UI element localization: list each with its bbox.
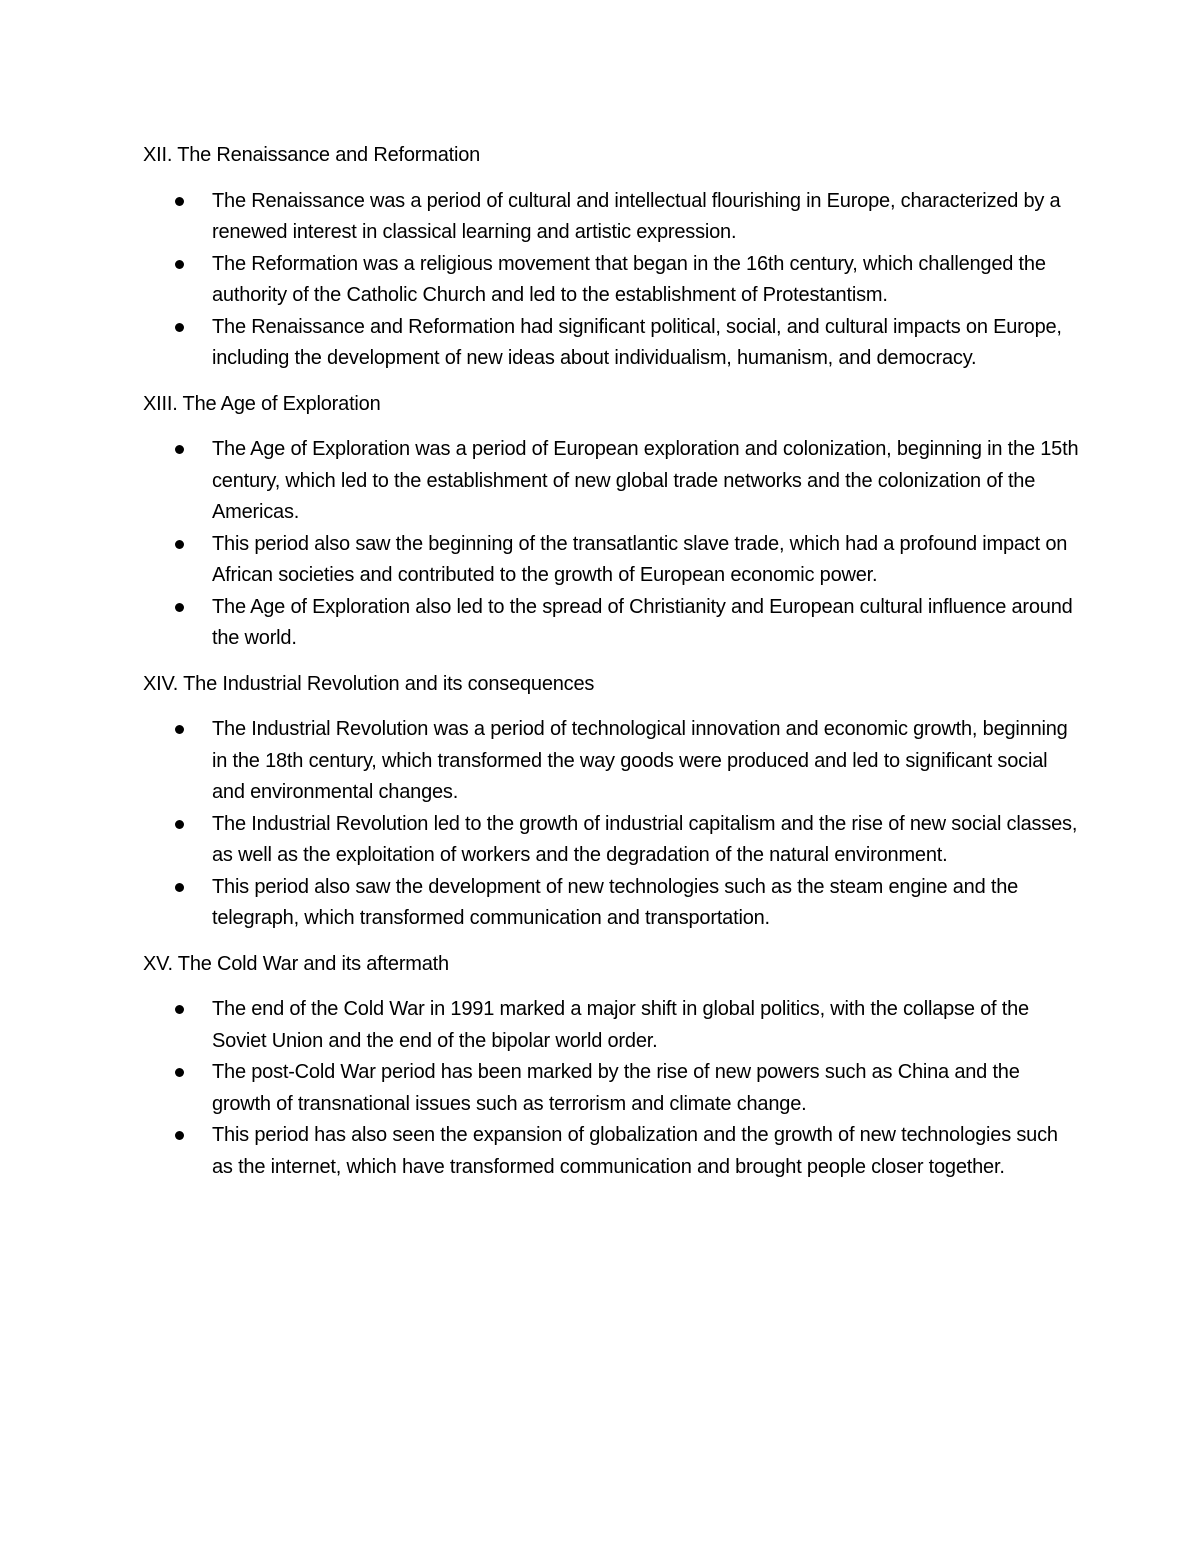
list-item	[143, 1120, 1083, 1183]
bullet-icon	[175, 883, 184, 892]
list-item-text: This period also saw the development of new technologies such as the steam engine and the telegraph, which transformed communication and transportation.	[212, 875, 1019, 929]
list-item-text: The Reformation was a religious movement that began in the 16th century, which challenged the authority of the Catholic Church and led to the establishment of Protestantism.	[212, 252, 1046, 306]
bullet-icon	[175, 603, 184, 612]
bullet-icon	[175, 1005, 184, 1014]
list-item-text: The Industrial Revolution led to the growth of industrial capitalism and the rise of new social classes, as well as the exploitation of workers and the degradation of the natural environment.	[212, 812, 1078, 866]
document-content	[143, 140, 1083, 1197]
list-item	[143, 809, 1083, 872]
list-item	[143, 312, 1083, 375]
bullet-icon	[175, 323, 184, 332]
bullet-icon	[175, 540, 184, 549]
list-item-text: This period has also seen the expansion of globalization and the growth of new technologies such as the internet, which have transformed communication and brought people closer together.	[212, 1124, 1058, 1178]
bullet-list	[143, 994, 1083, 1183]
list-item	[143, 994, 1083, 1057]
list-item	[143, 1057, 1083, 1120]
section-heading: XV. The Cold War and its aftermath	[143, 952, 449, 975]
list-item-text: The Renaissance and Reformation had significant political, social, and cultural impacts on Europe, including the development of new ideas about individualism, humanism, and democracy.	[212, 315, 1062, 369]
section-renaissance	[143, 140, 1083, 375]
section-heading: XII. The Renaissance and Reformation	[143, 144, 481, 166]
section-cold-war	[143, 949, 1083, 1184]
list-item	[143, 592, 1083, 655]
list-item-text: This period also saw the beginning of the transatlantic slave trade, which had a profound impact on African societies and contributed to the growth of European economic power.	[212, 532, 1068, 586]
bullet-icon	[175, 197, 184, 206]
section-industrial-revolution	[143, 669, 1083, 935]
section-heading: XIV. The Industrial Revolution and its consequences	[143, 672, 595, 695]
list-item	[143, 249, 1083, 312]
bullet-icon	[175, 1131, 184, 1140]
list-item-text: The Age of Exploration was a period of European exploration and colonization, beginning in the 15th century, which led to the establishment of new global trade networks and the colonization of the Americas.	[212, 438, 1079, 523]
list-item	[143, 434, 1083, 529]
bullet-icon	[175, 445, 184, 454]
section-heading: XIII. The Age of Exploration	[143, 392, 381, 415]
list-item-text: The Renaissance was a period of cultural and intellectual flourishing in Europe, characterized by a renewed interest in classical learning and artistic expression.	[212, 189, 1061, 243]
bullet-list	[143, 434, 1083, 655]
bullet-list	[143, 714, 1083, 935]
bullet-icon	[175, 1068, 184, 1077]
list-item-text: The end of the Cold War in 1991 marked a major shift in global politics, with the collapse of the Soviet Union and the end of the bipolar world order.	[212, 998, 1029, 1052]
list-item	[143, 186, 1083, 249]
bullet-icon	[175, 725, 184, 734]
list-item-text: The Age of Exploration also led to the spread of Christianity and European cultural influence around the world.	[212, 595, 1073, 649]
list-item-text: The post-Cold War period has been marked by the rise of new powers such as China and the growth of transnational issues such as terrorism and climate change.	[212, 1061, 1020, 1115]
list-item-text: The Industrial Revolution was a period of technological innovation and economic growth, beginning in the 18th century, which transformed the way goods were produced and led to significant social and environmental changes.	[212, 718, 1068, 803]
section-exploration	[143, 389, 1083, 655]
bullet-icon	[175, 820, 184, 829]
list-item	[143, 714, 1083, 809]
list-item	[143, 872, 1083, 935]
list-item	[143, 529, 1083, 592]
bullet-list	[143, 186, 1083, 375]
bullet-icon	[175, 260, 184, 269]
